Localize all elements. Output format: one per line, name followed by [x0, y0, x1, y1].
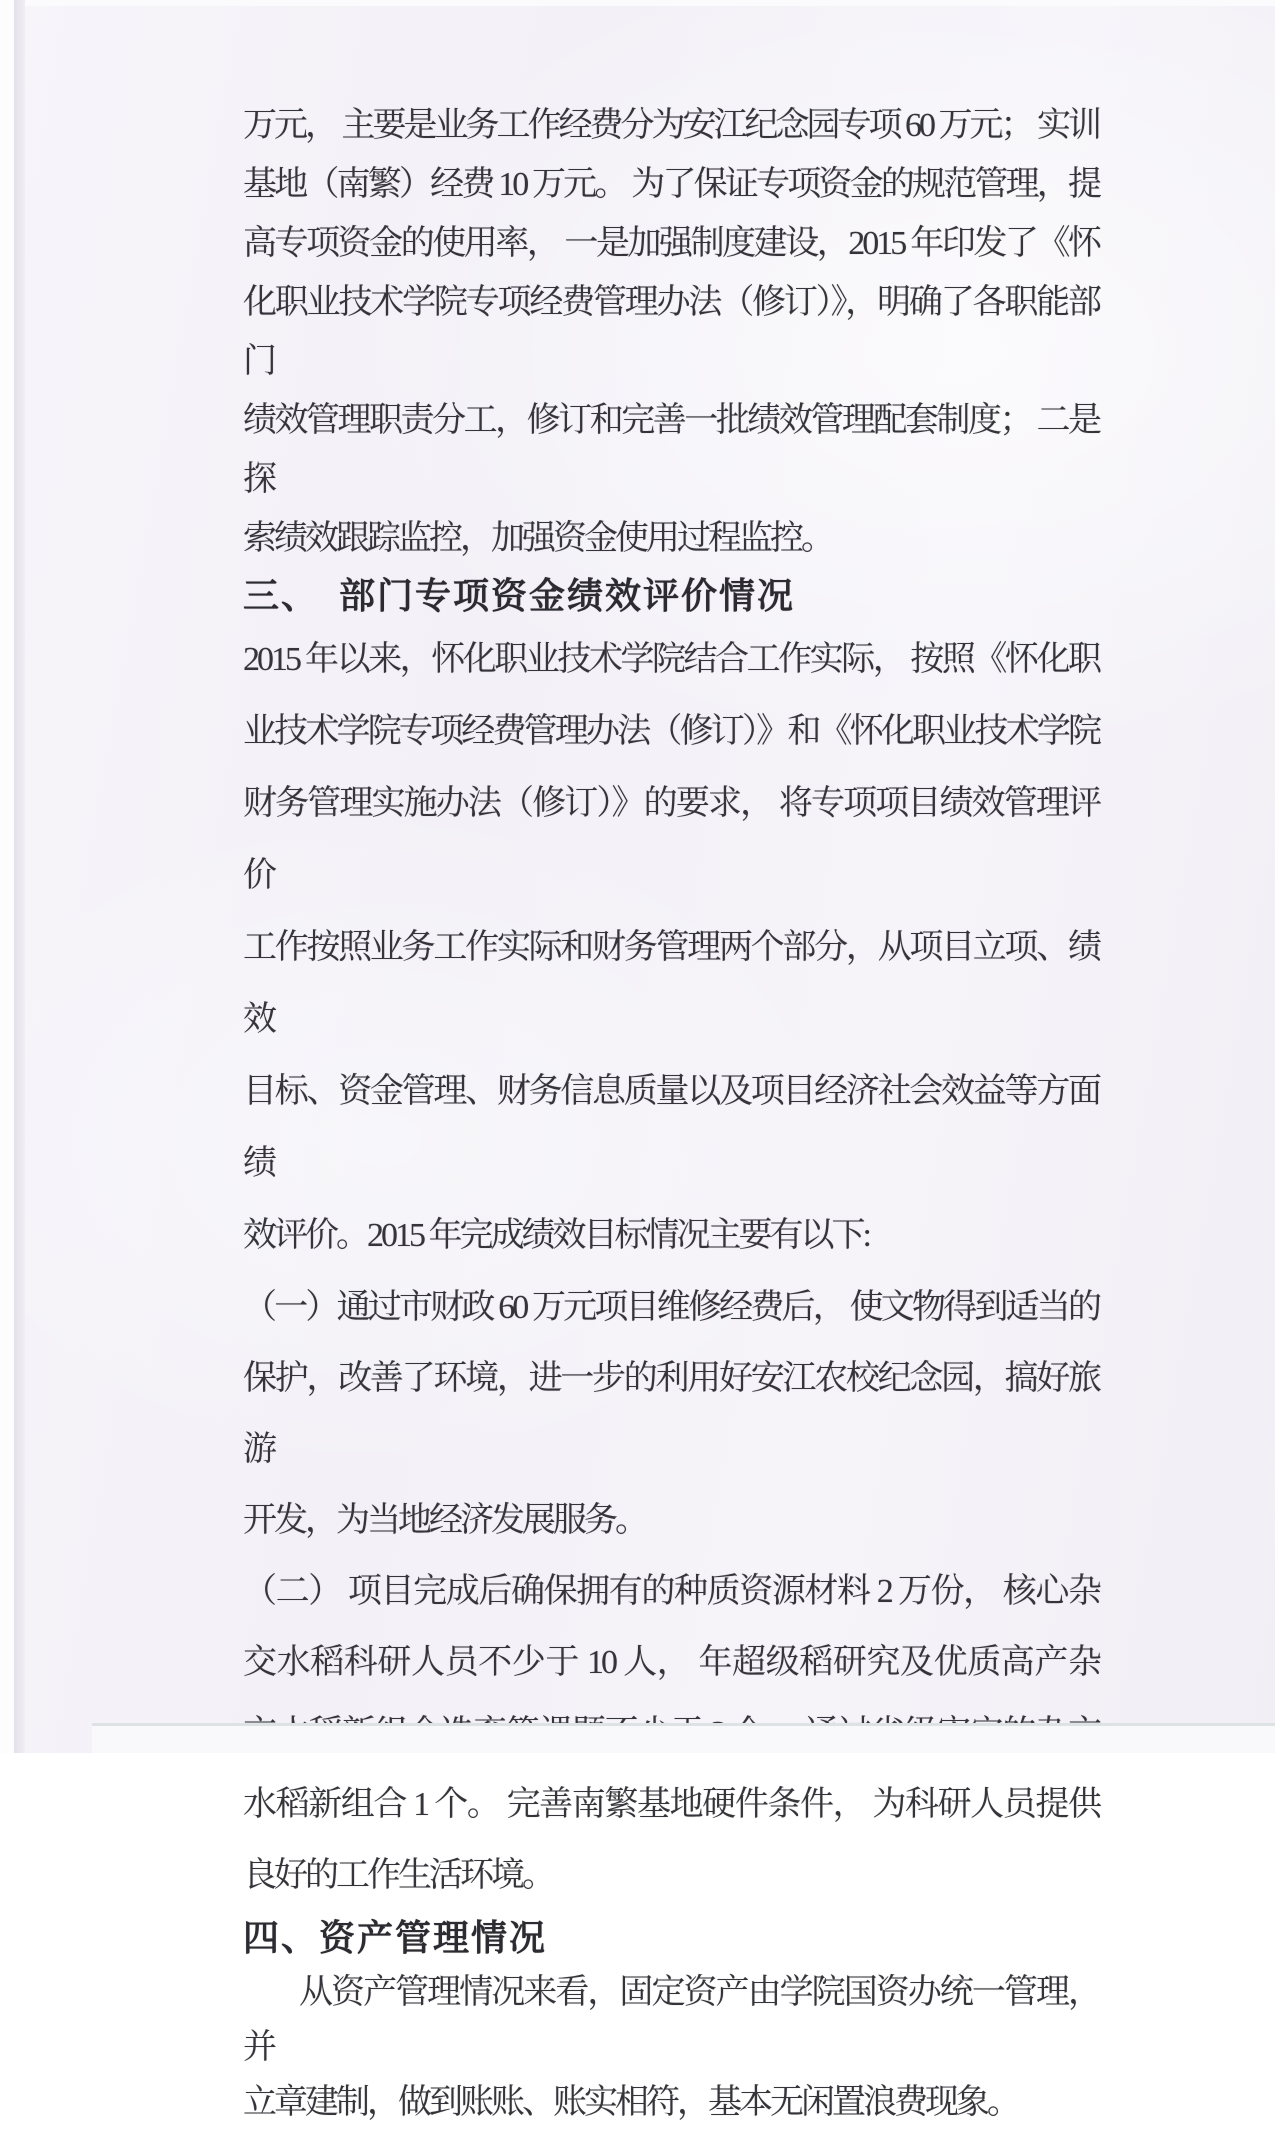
text-line: 2015 年以来，怀化职业技术学院结合工作实际， 按照《怀化职: [243, 641, 1099, 678]
paragraph: [243, 96, 1099, 568]
text-line: 化职业技术学院专项经费管理办法（修订）》，明确了各职能部门: [243, 284, 1099, 380]
text-line: （一）通过市财政 60 万元项目维修经费后， 使文物得到适当的: [243, 1289, 1099, 1326]
scan-edge-left-strip: [0, 0, 14, 1753]
text-line: 目标、资金管理、财务信息质量以及项目经济社会效益等方面绩: [243, 1073, 1099, 1182]
text-line: 良好的工作生活环境。: [243, 1857, 553, 1894]
text-line: （二） 项目完成后确保拥有的种质资源材料 2 万份， 核心杂: [243, 1573, 1099, 1610]
section-heading: 四、资产管理情况: [243, 1918, 548, 1958]
text-line: 从资产管理情况来看，固定资产由学院国资办统一管理，并: [243, 1974, 1099, 2066]
text-line: 效评价。2015 年完成绩效目标情况主要有以下:: [243, 1217, 869, 1254]
text-line: 开发，为当地经济发展服务。: [243, 1502, 646, 1539]
scan-edge-bottom-area: [92, 1726, 1275, 1753]
text-line: 工作按照业务工作实际和财务管理两个部分，从项目立项、绩效: [243, 929, 1099, 1038]
document-text-block: [243, 96, 1099, 2130]
section-heading: 三、 部门专项资金绩效评价情况: [243, 576, 796, 616]
text-line: 立章建制，做到账账、账实相符，基本无闲置浪费现象。: [243, 2084, 1018, 2121]
scan-edge-left-line: [14, 0, 25, 1753]
scan-edge-top: [25, 0, 1275, 6]
text-line: 财务管理实施办法（修订）》的要求， 将专项项目绩效管理评价: [243, 785, 1099, 894]
text-line: 索绩效跟踪监控，加强资金使用过程监控。: [243, 520, 832, 557]
text-line: 绩效管理职责分工，修订和完善一批绩效管理配套制度； 二是探: [243, 402, 1099, 498]
text-line: 基地（南繁）经费 10 万元。 为了保证专项资金的规范管理，提: [243, 166, 1099, 203]
text-line: 业技术学院专项经费管理办法（修订）》和《怀化职业技术学院: [243, 713, 1099, 750]
paragraph: [243, 1965, 1099, 2130]
paragraph: [243, 624, 1099, 1272]
text-line: 保护，改善了环境，进一步的利用好安江农校纪念园，搞好旅游: [243, 1360, 1099, 1468]
text-line: 交水稻科研人员不少于 10 人， 年超级稻研究及优质高产杂: [243, 1644, 1099, 1681]
text-line: 高专项资金的使用率， 一是加强制度建设，2015 年印发了《怀: [243, 225, 1099, 262]
paragraph: [243, 1272, 1099, 1556]
text-line: 水稻新组合 1 个。 完善南繁基地硬件条件， 为科研人员提供: [243, 1786, 1099, 1823]
text-line: 万元， 主要是业务工作经费分为安江纪念园专项 60 万元； 实训: [243, 107, 1099, 144]
